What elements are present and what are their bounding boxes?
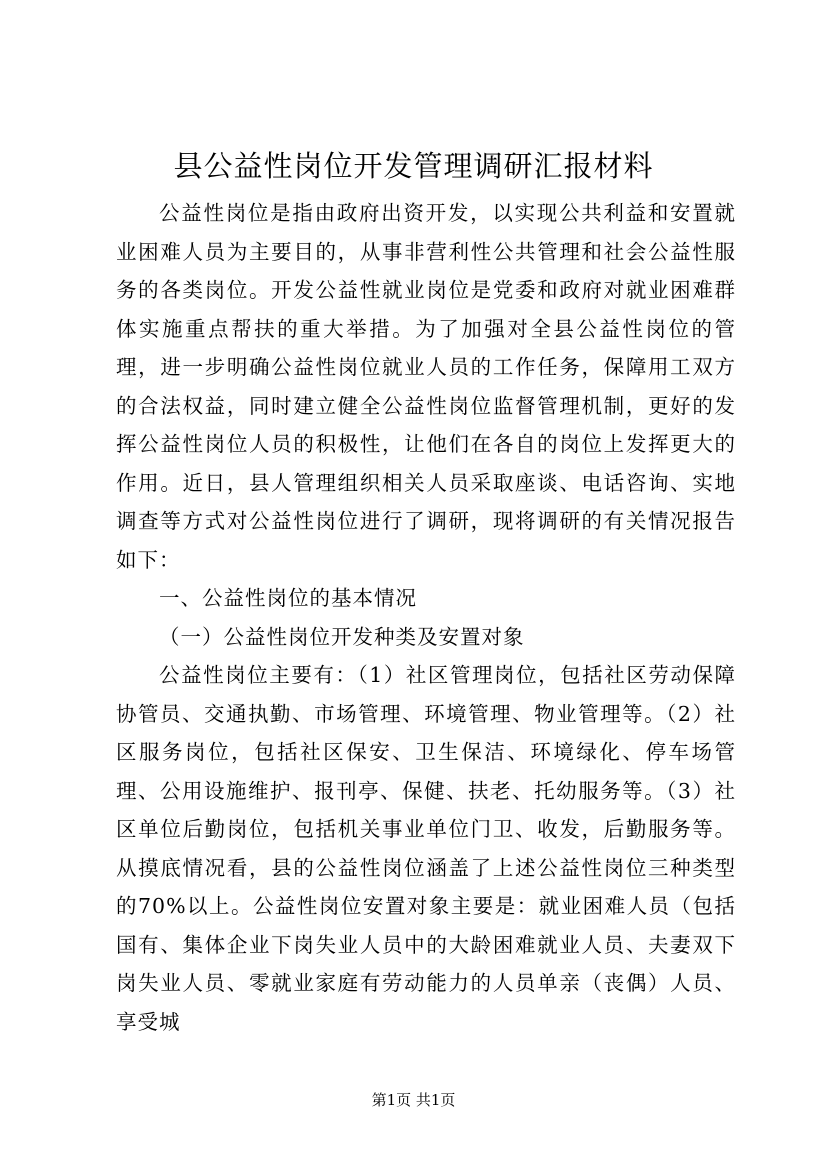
heading-subsection-1: （一）公益性岗位开发种类及安置对象 [159, 624, 525, 649]
paragraph-intro: 公益性岗位是指由政府出资开发，以实现公共利益和安置就业困难人员为主要目的，从事非营利性公共管理和社会公益性服务的各类岗位。开发公益性就业岗位是党委和政府对就业困难群体实施重点帮扶的重大举措。为了加强对全县公益性岗位的管理，进一步明确公益性岗位就业人员的工作任务，保障用工双方的合法权益，同时建立健全公益性岗位监督管理机制，更好的发挥公益性岗位人员的积极性，让他们在各自的岗位上发挥更大的作用。近日，县人管理组织相关人员采取座谈、电话咨询、实地调查等方式对公益性岗位进行了调研，现将调研的有关情况报告如下： [116, 201, 736, 572]
document-title: 县公益性岗位开发管理调研汇报材料 [173, 149, 654, 183]
page-number-footer: 第1页 共1页 [371, 1091, 456, 1109]
heading-section-1: 一、公益性岗位的基本情况 [159, 586, 418, 610]
document-body [116, 194, 736, 1041]
paragraph-job-types: 公益性岗位主要有：（1）社区管理岗位，包括社区劳动保障协管员、交通执勤、市场管理、环境管理、物业管理等。（2）社区服务岗位，包括社区保安、卫生保洁、环境绿化、停车场管理、公用设施维护、报刊亭、保健、扶老、托幼服务等。（3）社区单位后勤岗位，包括机关事业单位门卫、收发，后勤服务等。从摸底情况看，县的公益性岗位涵盖了上述公益性岗位三种类型的70%以上。公益性岗位安置对象主要是：就业困难人员（包括国有、集体企业下岗失业人员中的大龄困难就业人员、夫妻双下岗失业人员、零就业家庭有劳动能力的人员单亲（丧偶）人员、享受城 [116, 663, 736, 1034]
